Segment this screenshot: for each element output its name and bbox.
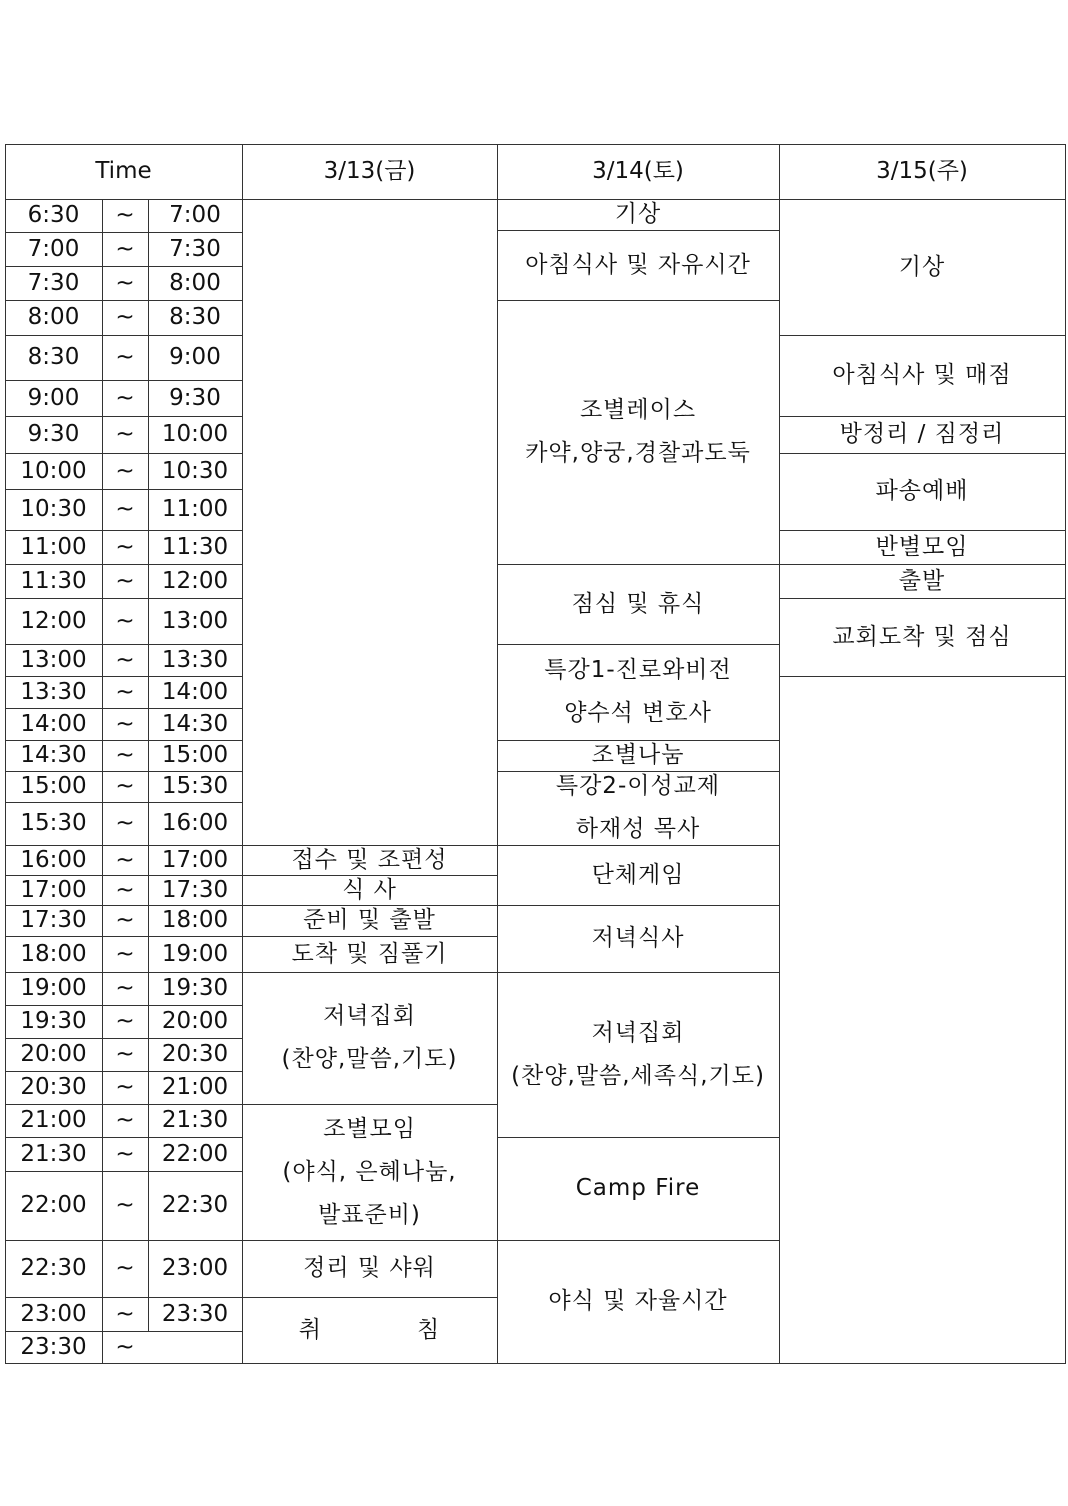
time-start: 21:00 (20, 1107, 87, 1133)
time-start: 12:00 (20, 607, 87, 634)
time-tilde: ~ (115, 1255, 135, 1281)
time-end: 19:30 (161, 975, 229, 1001)
day1-event-line: 정리 및 샤워 (303, 1255, 436, 1281)
day2-event-line: 특강1-진로와비전 (544, 657, 732, 683)
time-tilde: ~ (115, 235, 135, 262)
day2-event-line: 조별레이스 (579, 397, 697, 423)
time-tilde: ~ (115, 1192, 135, 1218)
table-rule (497, 144, 498, 1364)
time-tilde: ~ (115, 846, 135, 873)
time-end: 14:00 (161, 678, 229, 705)
time-end: 21:00 (161, 1074, 229, 1100)
table-rule (5, 1071, 243, 1072)
table-rule (5, 335, 243, 336)
time-start: 16:00 (20, 846, 87, 873)
time-start: 11:30 (20, 567, 87, 594)
column-header-day2: 3/14(토) (592, 158, 684, 184)
time-end: 17:30 (161, 876, 229, 903)
table-rule (497, 845, 780, 846)
time-tilde: ~ (115, 678, 135, 705)
day1-event (242, 875, 497, 905)
table-rule (5, 708, 243, 709)
day2-event-line: 야식 및 자율시간 (548, 1288, 728, 1314)
time-start: 13:30 (20, 678, 87, 705)
day1-event-line: 침 (417, 1316, 441, 1343)
table-rule (5, 1240, 243, 1241)
time-end (148, 1331, 242, 1363)
time-end: 21:30 (161, 1107, 229, 1133)
day3-event (779, 416, 1065, 453)
time-tilde: ~ (115, 810, 135, 836)
day2-event-line: 기상 (614, 201, 662, 227)
time-start: 19:30 (20, 1008, 87, 1034)
time-end: 20:30 (161, 1041, 229, 1067)
table-rule (5, 1104, 243, 1105)
time-start: 15:30 (20, 810, 87, 836)
time-end: 13:30 (161, 646, 229, 673)
table-rule (242, 936, 498, 937)
day2-event (497, 300, 779, 564)
time-tilde: ~ (115, 1074, 135, 1100)
day3-event (779, 335, 1065, 416)
day2-event (497, 564, 779, 644)
table-rule (5, 1171, 243, 1172)
day2-event-line: 단체게임 (591, 861, 685, 888)
time-tilde: ~ (115, 457, 135, 484)
time-end: 17:00 (161, 846, 229, 873)
time-end: 12:00 (161, 567, 229, 594)
time-start: 15:00 (20, 773, 87, 799)
day2-event (497, 1137, 779, 1240)
day2-event (497, 740, 779, 771)
time-start: 7:30 (27, 269, 80, 296)
day3-event-line: 교회도착 및 점심 (832, 623, 1012, 650)
time-tilde: ~ (115, 1333, 135, 1360)
time-tilde: ~ (115, 710, 135, 737)
time-tilde: ~ (115, 421, 135, 447)
time-end: 13:00 (161, 607, 229, 634)
time-tilde: ~ (115, 384, 135, 411)
day2-event-line: 아침식사 및 자유시간 (525, 251, 751, 278)
time-start: 10:30 (20, 496, 87, 522)
table-rule (5, 564, 243, 565)
time-tilde: ~ (115, 269, 135, 296)
day3-event (779, 199, 1065, 335)
time-tilde: ~ (115, 907, 135, 933)
table-rule (5, 1005, 243, 1006)
time-end: 11:00 (161, 496, 229, 522)
day1-event-line: 저녁집회 (323, 1003, 416, 1029)
table-rule (5, 845, 243, 846)
day1-event-line: 발표준비) (318, 1201, 421, 1228)
time-end: 18:00 (161, 907, 229, 933)
table-rule (5, 416, 243, 417)
day1-event-line: 준비 및 출발 (303, 907, 436, 933)
day2-event (497, 1240, 779, 1363)
time-start: 9:00 (27, 384, 80, 411)
day3-event-line: 기상 (898, 253, 946, 280)
time-end: 23:00 (161, 1255, 229, 1281)
time-tilde: ~ (115, 1140, 135, 1167)
day1-event (242, 1104, 497, 1240)
day1-event-line: 조별모임 (323, 1115, 416, 1142)
day2-event-line: Camp Fire (575, 1175, 701, 1201)
table-rule (5, 936, 243, 937)
column-header-day1: 3/13(금) (323, 158, 416, 184)
table-rule (779, 416, 1066, 417)
table-rule (5, 644, 243, 645)
time-end: 16:00 (161, 810, 229, 836)
day1-event (242, 1240, 497, 1297)
day3-event (779, 564, 1065, 598)
day1-event-line: 식 사 (342, 876, 397, 903)
time-end: 7:30 (169, 235, 221, 262)
column-header-time: Time (95, 158, 152, 184)
time-start: 20:00 (20, 1041, 87, 1067)
day3-event-line: 방정리 / 짐정리 (839, 421, 1005, 447)
day1-event-line: 도착 및 짐풀기 (291, 940, 448, 967)
time-end: 11:30 (161, 533, 229, 560)
time-tilde: ~ (115, 742, 135, 768)
day1-event (242, 936, 497, 972)
day1-event-line: (찬양,말씀,기도) (281, 1046, 458, 1072)
table-rule (779, 564, 1066, 565)
table-rule (242, 1297, 498, 1298)
time-tilde: ~ (115, 940, 135, 967)
day2-event-line: 특강2-이성교제 (555, 773, 721, 799)
time-tilde: ~ (115, 975, 135, 1001)
time-end: 10:30 (161, 457, 229, 484)
time-start: 14:00 (20, 710, 87, 737)
time-start: 23:00 (20, 1300, 87, 1327)
table-rule (5, 489, 243, 490)
time-start: 17:30 (20, 907, 87, 933)
day3-event-line: 반별모임 (875, 533, 969, 560)
table-rule (5, 1137, 243, 1138)
table-rule (242, 1240, 498, 1241)
day1-event-line: 취 (298, 1316, 322, 1343)
table-rule (779, 530, 1066, 531)
time-tilde: ~ (115, 1300, 135, 1327)
table-rule (5, 771, 243, 772)
table-rule (497, 644, 780, 645)
day2-event (497, 199, 779, 230)
time-start: 8:30 (27, 344, 80, 370)
day2-event-line: 하재성 목사 (575, 816, 701, 842)
table-rule (779, 453, 1066, 454)
table-rule (242, 845, 498, 846)
time-tilde: ~ (115, 773, 135, 799)
table-rule (5, 232, 243, 233)
table-rule (497, 740, 780, 741)
day2-event-line: 양수석 변호사 (564, 700, 712, 726)
table-rule (5, 875, 243, 876)
time-end: 22:00 (161, 1140, 229, 1167)
table-rule (779, 598, 1066, 599)
table-rule (497, 300, 780, 301)
time-end: 15:30 (161, 773, 229, 799)
day3-event (779, 530, 1065, 564)
day1-event (242, 845, 497, 875)
time-end: 20:00 (161, 1008, 229, 1034)
table-rule (5, 266, 243, 267)
time-start: 22:30 (20, 1255, 87, 1281)
time-end: 9:00 (169, 344, 221, 370)
time-end: 15:00 (161, 742, 229, 768)
time-start: 8:00 (27, 304, 80, 330)
table-rule (5, 598, 243, 599)
time-tilde: ~ (115, 1107, 135, 1133)
time-tilde: ~ (115, 876, 135, 903)
day2-event-line: 카약,양궁,경찰과도둑 (525, 440, 751, 466)
time-tilde: ~ (115, 646, 135, 673)
time-start: 11:00 (20, 533, 87, 560)
time-end: 19:00 (161, 940, 229, 967)
table-rule (5, 676, 243, 677)
time-start: 14:30 (20, 742, 87, 768)
time-end: 22:30 (161, 1192, 229, 1218)
time-start: 19:00 (20, 975, 87, 1001)
time-start: 17:00 (20, 876, 87, 903)
table-rule (242, 972, 498, 973)
time-tilde: ~ (115, 607, 135, 634)
time-start: 10:00 (20, 457, 87, 484)
table-rule (497, 905, 780, 906)
day3-event-line: 아침식사 및 매점 (832, 362, 1012, 388)
day2-event (497, 845, 779, 905)
time-start: 20:30 (20, 1074, 87, 1100)
time-tilde: ~ (115, 567, 135, 594)
table-rule (1065, 144, 1066, 1364)
table-rule (5, 1331, 243, 1332)
table-rule (5, 199, 1066, 200)
table-rule (497, 230, 780, 231)
time-tilde: ~ (115, 533, 135, 560)
time-start: 18:00 (20, 940, 87, 967)
table-rule (5, 1297, 243, 1298)
time-start: 21:30 (20, 1140, 87, 1167)
time-tilde: ~ (115, 1008, 135, 1034)
day2-event (497, 644, 779, 740)
table-rule (242, 875, 498, 876)
table-rule (5, 1038, 243, 1039)
time-end: 7:00 (169, 202, 221, 228)
day2-event-line: (찬양,말씀,세족식,기도) (511, 1062, 765, 1089)
day3-event-line: 출발 (898, 567, 946, 594)
table-rule (5, 144, 1066, 145)
table-rule (5, 1363, 1066, 1364)
table-rule (779, 676, 1066, 677)
table-rule (5, 740, 243, 741)
table-rule (5, 905, 243, 906)
table-rule (5, 380, 243, 381)
day3-event (779, 598, 1065, 676)
table-rule (779, 335, 1066, 336)
day3-event (779, 453, 1065, 530)
day1-event (242, 972, 497, 1104)
time-start: 9:30 (27, 421, 80, 447)
table-rule (5, 530, 243, 531)
table-rule (148, 199, 149, 1332)
time-start: 23:30 (20, 1333, 87, 1360)
table-rule (497, 771, 780, 772)
table-rule (5, 144, 6, 1364)
table-rule (779, 144, 780, 1364)
day1-event-line: 접수 및 조편성 (291, 846, 448, 873)
table-rule (242, 1104, 498, 1105)
time-end: 8:00 (169, 269, 221, 296)
day2-event-line: 점심 및 휴식 (571, 590, 705, 617)
column-header-day3: 3/15(주) (876, 158, 968, 184)
time-end: 9:30 (169, 384, 221, 411)
day1-event-line: (야식, 은혜나눔, (282, 1158, 457, 1185)
day2-event (497, 972, 779, 1137)
table-rule (497, 1240, 780, 1241)
day2-event-line: 저녁식사 (591, 925, 685, 951)
time-tilde: ~ (115, 1041, 135, 1067)
day2-event (497, 905, 779, 972)
day2-event (497, 771, 779, 845)
day3-event-line: 파송예배 (875, 478, 969, 504)
table-rule (102, 199, 103, 1364)
table-rule (5, 453, 243, 454)
table-rule (5, 300, 243, 301)
table-rule (5, 802, 243, 803)
table-rule (497, 972, 780, 973)
time-tilde: ~ (115, 202, 135, 228)
day1-event (242, 1297, 497, 1363)
table-rule (497, 1137, 780, 1138)
time-start: 13:00 (20, 646, 87, 673)
time-tilde: ~ (115, 496, 135, 522)
time-end: 8:30 (169, 304, 221, 330)
day1-event (242, 905, 497, 936)
table-rule (5, 972, 243, 973)
table-rule (242, 144, 243, 1364)
time-end: 23:30 (161, 1300, 229, 1327)
table-rule (497, 564, 780, 565)
time-tilde: ~ (115, 344, 135, 370)
day2-event-line: 조별나눔 (591, 742, 685, 768)
time-end: 10:00 (161, 421, 229, 447)
time-start: 22:00 (20, 1192, 87, 1218)
time-end: 14:30 (161, 710, 229, 737)
time-start: 7:00 (27, 235, 80, 262)
table-rule (242, 905, 498, 906)
day2-event-line: 저녁집회 (591, 1019, 685, 1046)
day2-event (497, 230, 779, 300)
time-start: 6:30 (27, 202, 80, 228)
time-tilde: ~ (115, 304, 135, 330)
